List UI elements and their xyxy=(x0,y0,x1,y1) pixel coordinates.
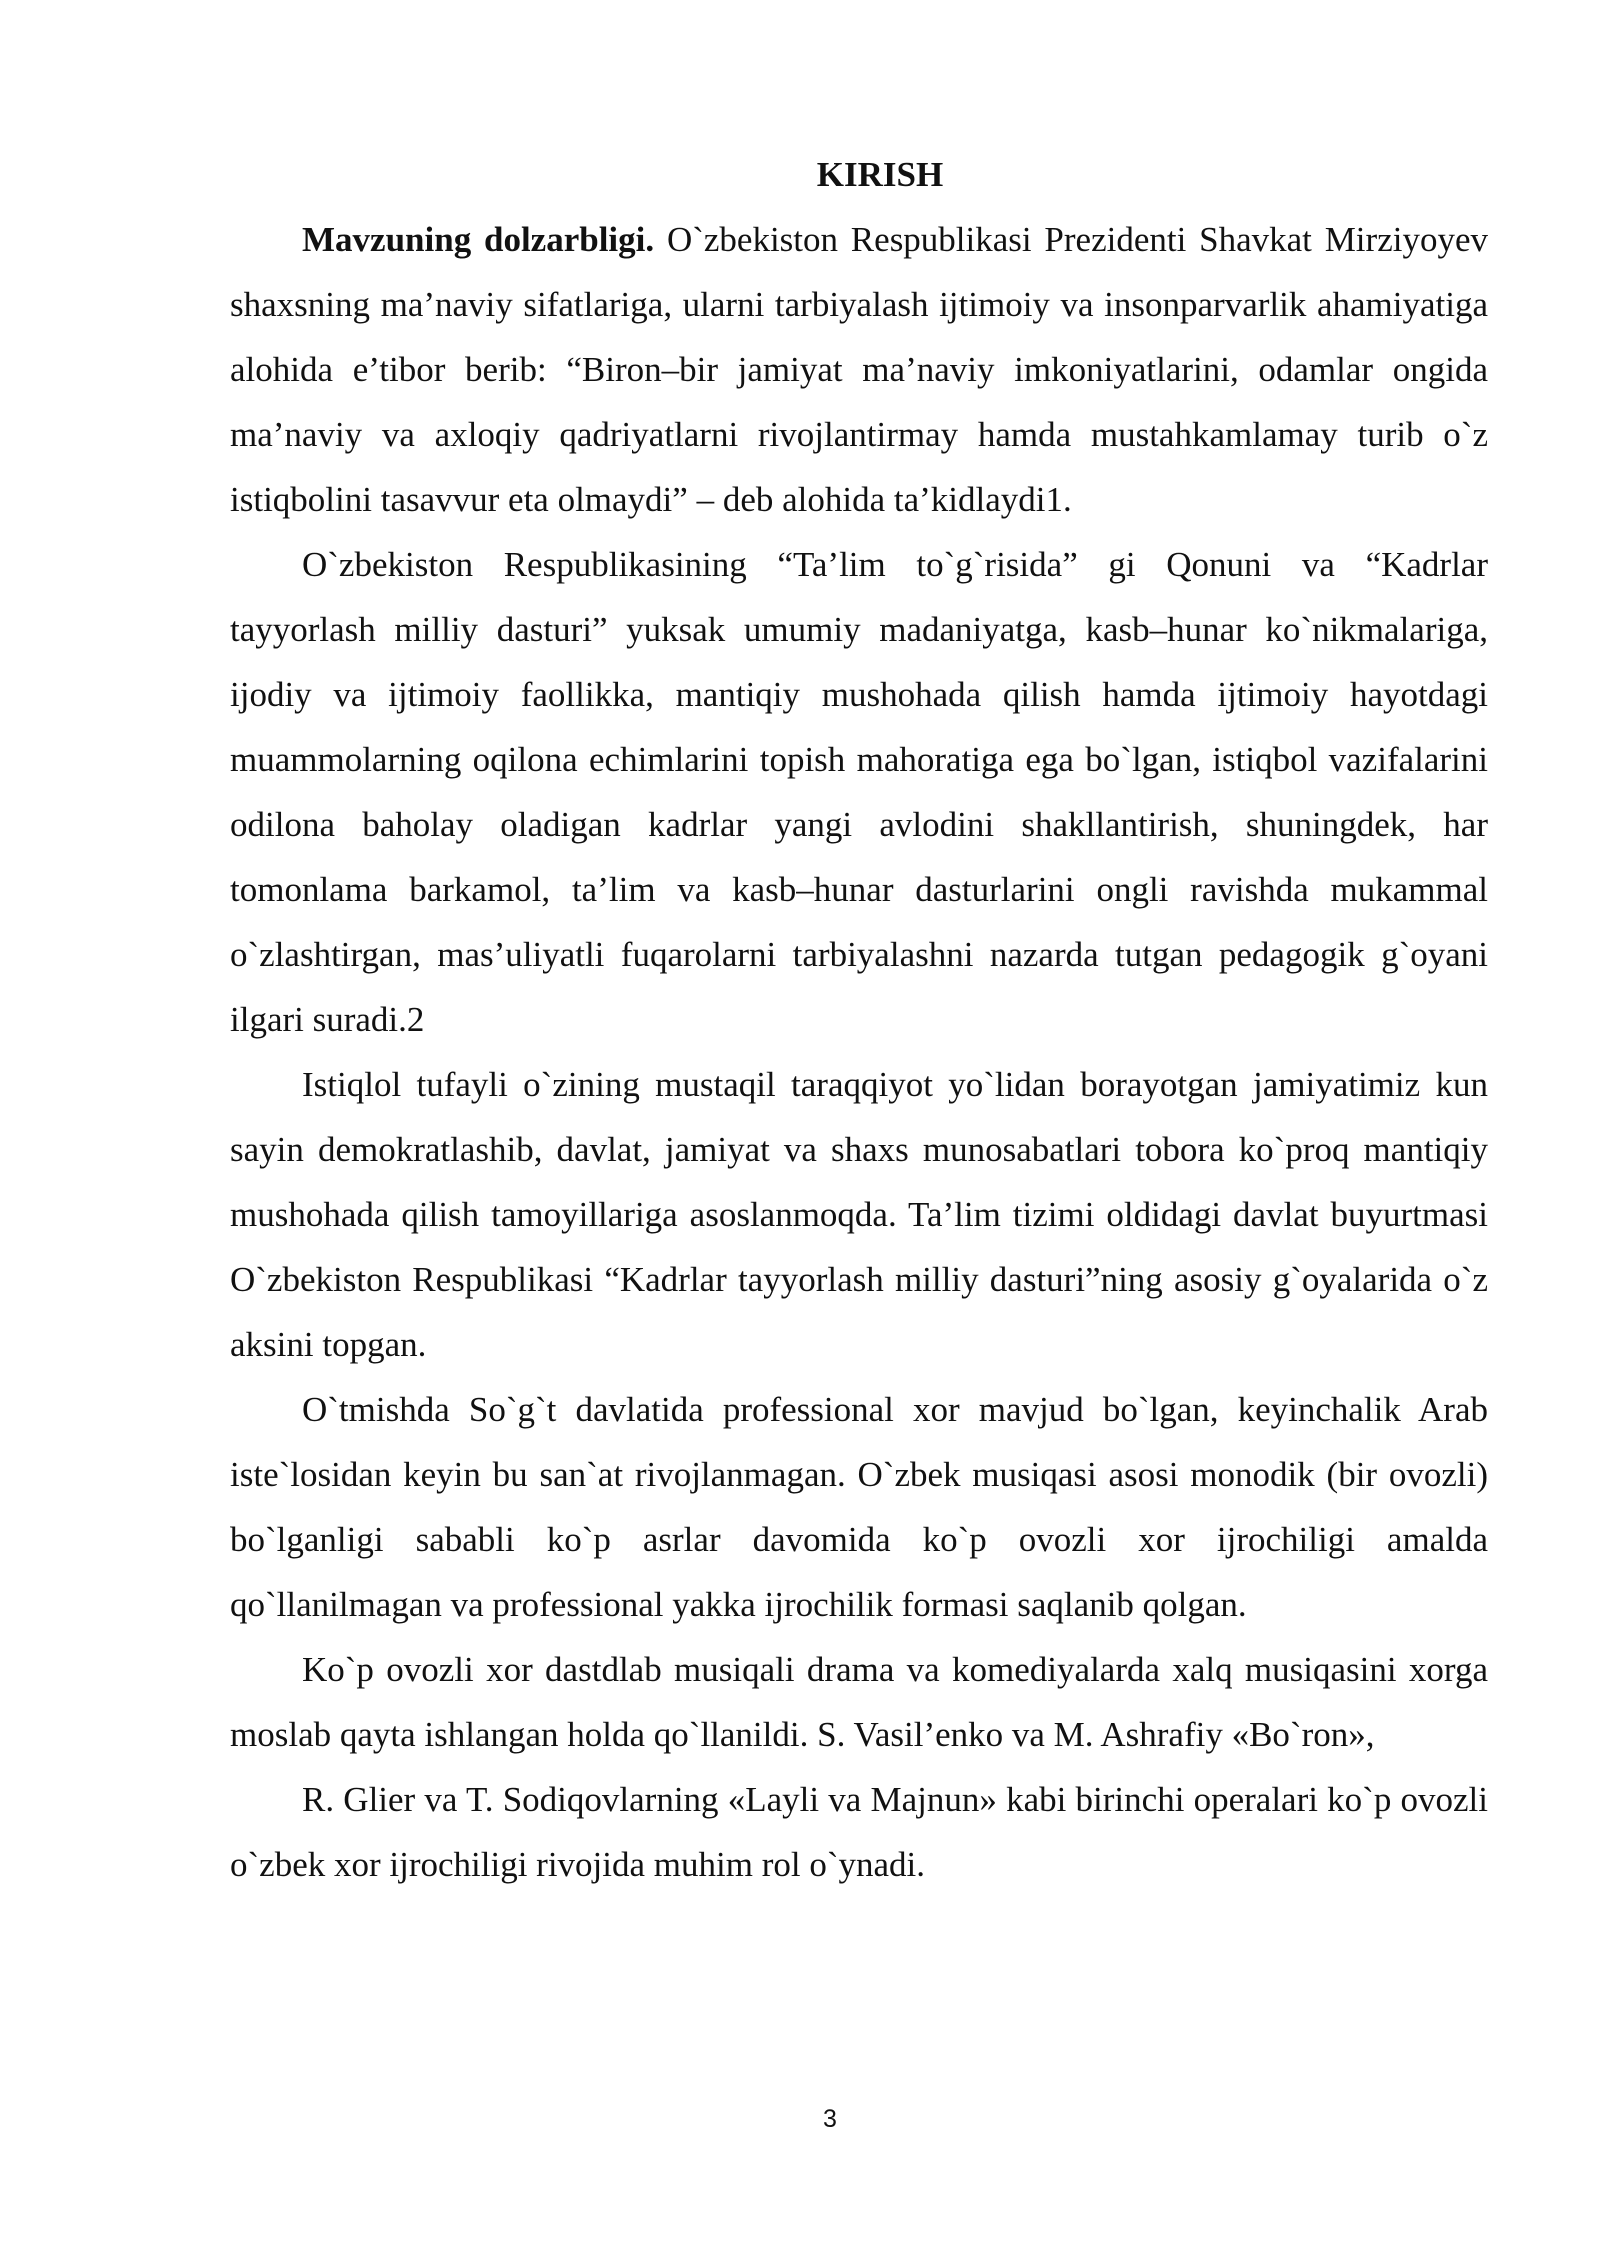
paragraph-lead: Mavzuning dolzarbligi. xyxy=(302,220,655,259)
paragraph-text: R. Glier va T. Sodiqovlarning «Layli va Majnun» kabi birinchi operalari ko`p ovozli o`zbek xor ijrochiligi rivojida muhim rol o`ynadi. xyxy=(230,1780,1488,1884)
paragraph-text: Ko`p ovozli xor dastdlab musiqali drama va komediyalarda xalq musiqasini xorga moslab qayta ishlangan holda qo`llanildi. S. Vasil’enko va M. Ashrafiy «Bo`ron», xyxy=(230,1650,1488,1754)
paragraph-text: Istiqlol tufayli o`zining mustaqil taraqqiyot yo`lidan borayotgan jamiyatimiz kun sayin demokratlashib, davlat, jamiyat va shaxs munosabatlari tobora ko`proq mantiqiy mushohada qilish tamoyillariga asoslanmoqda. Ta’lim tizimi oldidagi davlat buyurtmasi O`zbekiston Respublikasi “Kadrlar tayyorlash milliy dasturi”ning asosiy g`oyalarida o`z aksini topgan. xyxy=(230,1065,1488,1364)
paragraph-history xyxy=(230,1377,1488,1637)
page-title: KIRISH xyxy=(816,155,944,194)
paragraph-polyphonic-choir xyxy=(230,1637,1488,1767)
paragraph-education-law xyxy=(230,532,1488,1052)
paragraph-text: O`zbekiston Respublikasining “Ta’lim to`g`risida” gi Qonuni va “Kadrlar tayyorlash milliy dasturi” yuksak umumiy madaniyatga, kasb–hunar ko`nikmalariga, ijodiy va ijtimoiy faollikka, mantiqiy mushohada qilish hamda ijtimoiy hayotdagi muammolarning oqilona echimlarini topish mahoratiga ega bo`lgan, istiqbol vazifalarini odilona baholay oladigan kadrlar yangi avlodini shakllantirish, shuningdek, har tomonlama barkamol, ta’lim va kasb–hunar dasturlarini ongli ravishda mukammal o`zlashtirgan, mas’uliyatli fuqarolarni tarbiyalashni nazarda tutgan pedagogik g`oyani ilgari suradi.2 xyxy=(230,545,1488,1039)
paragraph-independence xyxy=(230,1052,1488,1377)
paragraph-text: O`zbekiston Respublikasi Prezidenti Shavkat Mirziyoyev shaxsning ma’naviy sifatlariga, ularni tarbiyalash ijtimoiy va insonparvarlik ahamiyatiga alohida e’tibor berib: “Biron–bir jamiyat ma’naviy imkoniyatlarini, odamlar ongida ma’naviy va axloqiy qadriyatlarni rivojlantirmay hamda mustahkamlamay turib o`z istiqbolini tasavvur eta olmaydi” – deb alohida ta’kidlaydi1. xyxy=(230,220,1488,519)
page-body xyxy=(230,142,1488,1897)
page-number: 3 xyxy=(823,2105,837,2133)
paragraph-relevance xyxy=(230,207,1488,532)
paragraph-text: O`tmishda So`g`t davlatida professional xor mavjud bo`lgan, keyinchalik Arab iste`losidan keyin bu san`at rivojlanmagan. O`zbek musiqasi asosi monodik (bir ovozli) bo`lganligi sababli ko`p asrlar davomida ko`p ovozli xor ijrochiligi amalda qo`llanilmagan va professional yakka ijrochilik formasi saqlanib qolgan. xyxy=(230,1390,1488,1624)
paragraph-operas xyxy=(230,1767,1488,1897)
